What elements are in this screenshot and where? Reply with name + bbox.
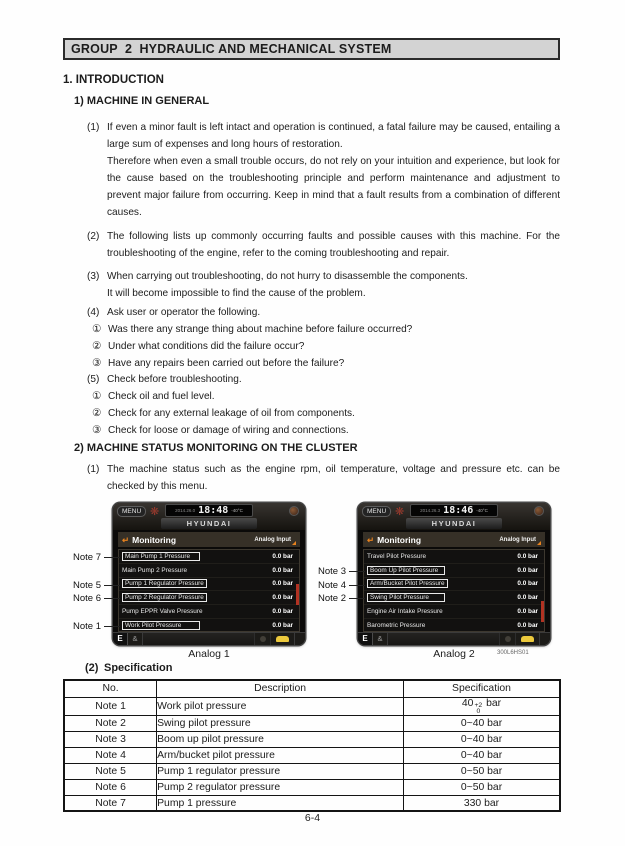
bottombar-spacer <box>388 633 500 645</box>
figure-code: 300L6HS01 <box>497 650 529 656</box>
paragraph-body <box>107 304 560 321</box>
group-title: GROUP 2 HYDRAULIC AND MECHANICAL SYSTEM <box>63 38 560 60</box>
paragraph-line: If even a minor fault is left intact and operation is continued, a fatal failure may be caused, entailing a large sum of expenses and long hours of restoration. <box>107 122 560 150</box>
note-label: Note 2 <box>318 592 346 604</box>
cluster-topbar <box>113 503 305 530</box>
monitoring-header <box>363 532 545 547</box>
list-item-number: ② <box>92 340 102 352</box>
cluster-row-label: Barometric Pressure <box>367 621 426 629</box>
cluster-row <box>119 578 299 592</box>
cluster-bottombar <box>113 632 305 645</box>
paragraph-cluster-1 <box>87 461 560 495</box>
cluster-row-value: 0.0 bar <box>517 566 538 574</box>
cluster-row-label: Swing Pilot Pressure <box>367 593 445 602</box>
escape-key: E <box>113 633 128 645</box>
cluster-row-value: 0.0 bar <box>272 621 293 629</box>
callout-line <box>104 598 120 599</box>
escape-key: E <box>358 633 373 645</box>
paragraph-number: (2) <box>87 231 100 242</box>
cluster-topbar <box>358 503 550 530</box>
temperature-text: -40°C <box>231 508 243 513</box>
table-row <box>64 731 560 747</box>
temperature-text: -40°C <box>476 508 488 513</box>
cluster-bottombar <box>358 632 550 645</box>
paragraph-body <box>107 461 560 495</box>
home-key <box>271 633 295 645</box>
cluster-row <box>364 564 544 578</box>
spec-base: 40 <box>461 697 474 709</box>
menu-button: MENU <box>117 506 146 517</box>
dim-dot-icon <box>260 636 266 642</box>
tolerance-stack <box>474 703 482 715</box>
paragraph-number: (5) <box>87 374 100 385</box>
monitoring-header <box>118 532 300 547</box>
note-callout <box>295 566 365 576</box>
list-item <box>92 338 560 355</box>
time-text: 18:48 <box>198 505 229 516</box>
column-header-specification: Specification <box>404 680 560 697</box>
spec-cell-value: 0~50 bar <box>404 763 560 779</box>
brand-logo: HYUNDAI <box>406 518 502 529</box>
list-item-text: Check for any external leakage of oil from components. <box>108 408 355 419</box>
paragraph-3 <box>87 268 560 302</box>
spec-cell-no: Note 2 <box>64 715 157 731</box>
subsection-1-title: 1) MACHINE IN GENERAL <box>74 95 210 107</box>
list-item-number: ③ <box>92 424 102 436</box>
cluster-row <box>364 578 544 592</box>
cluster-row-label: Travel Pilot Pressure <box>367 552 427 560</box>
list-item <box>92 422 560 439</box>
paragraph-line: The machine status such as the engine rpm, oil temperature, voltage and pressure etc. can be checked by this menu. <box>107 464 560 492</box>
spec-cell-description: Swing pilot pressure <box>157 715 404 731</box>
jog-dial-icon <box>289 506 299 516</box>
seat-icon: & <box>373 633 388 645</box>
clock-panel <box>410 504 498 517</box>
bottombar-spacer <box>143 633 255 645</box>
note-callout <box>295 593 365 603</box>
date-text: 2014.26.0 <box>175 508 196 513</box>
spec-cell-no: Note 5 <box>64 763 157 779</box>
column-header-description: Description <box>157 680 404 697</box>
cluster-row <box>364 550 544 564</box>
spec-cell-value: 40 +2 0 bar <box>404 697 560 715</box>
monitoring-title: Monitoring <box>132 534 177 545</box>
cluster-screen-analog2 <box>358 503 550 645</box>
spec-cell-value: 330 bar <box>404 795 560 811</box>
home-icon <box>521 636 534 642</box>
home-icon <box>276 636 289 642</box>
cluster-row-value: 0.0 bar <box>272 552 293 560</box>
spec-cell-value: 0~50 bar <box>404 779 560 795</box>
list-item <box>92 405 560 422</box>
spec-cell-description: Pump 1 pressure <box>157 795 404 811</box>
fan-icon: ❋ <box>395 506 405 518</box>
list-item-text: Have any repairs been carried out before the failure? <box>108 358 345 369</box>
list-item-text: Was there any strange thing about machine before failure occurred? <box>108 324 413 335</box>
paragraph-line: When carrying out troubleshooting, do not hurry to disassemble the components. <box>107 271 468 282</box>
table-row <box>64 763 560 779</box>
paragraph-body <box>107 371 560 388</box>
cluster-row <box>364 619 544 633</box>
paragraph-5 <box>87 371 560 439</box>
return-arrow-icon: ↵ <box>367 534 375 545</box>
home-key <box>516 633 540 645</box>
note-label: Note 7 <box>73 551 101 563</box>
paragraph-row <box>87 461 560 495</box>
list-item-number: ① <box>92 390 102 402</box>
callout-line <box>104 557 120 558</box>
list-item <box>92 355 560 372</box>
cluster-row-value: 0.0 bar <box>517 594 538 602</box>
return-arrow-icon: ↵ <box>122 534 130 545</box>
list-item-text: Under what conditions did the failure occur? <box>108 341 305 352</box>
note-callout <box>295 580 365 590</box>
paragraph-body <box>107 268 560 302</box>
callout-line <box>104 585 120 586</box>
callout-line <box>349 598 365 599</box>
heading-number: (2) <box>85 662 99 674</box>
spec-cell-value: 0~40 bar <box>404 731 560 747</box>
cluster-row <box>364 591 544 605</box>
cluster-row-label: Main Pump 2 Pressure <box>122 566 187 574</box>
scrollbar <box>541 601 544 622</box>
menu-button: MENU <box>362 506 391 517</box>
spec-cell-description: Work pilot pressure <box>157 697 404 715</box>
dim-indicator <box>500 633 516 645</box>
table-row <box>64 795 560 811</box>
cluster-row-label: Main Pump 1 Pressure <box>122 552 200 561</box>
monitoring-list <box>118 549 300 632</box>
table-row <box>64 779 560 795</box>
clock-panel <box>165 504 253 517</box>
cluster-row-label: Boom Up Pilot Pressure <box>367 566 445 575</box>
spec-cell-description: Pump 2 regulator pressure <box>157 779 404 795</box>
cluster-row-value: 0.0 bar <box>517 580 538 588</box>
seat-icon: & <box>128 633 143 645</box>
tolerance-upper: +2 <box>474 701 483 709</box>
paragraph-row <box>87 228 560 262</box>
spec-cell-no: Note 7 <box>64 795 157 811</box>
monitoring-title: Monitoring <box>377 534 422 545</box>
analog-input-label: Analog Input <box>499 536 536 543</box>
cluster-row-label: Pump 1 Regulator Pressure <box>122 579 207 588</box>
cluster-row-value: 0.0 bar <box>272 608 293 616</box>
cluster-row-label: Pump EPPR Valve Pressure <box>122 608 203 616</box>
note-callout <box>50 593 120 603</box>
specification-table <box>63 679 561 812</box>
figure-caption-analog1: Analog 1 <box>188 648 230 660</box>
column-header-no: No. <box>64 680 157 697</box>
paragraph-row <box>87 371 560 388</box>
figure-caption-analog2: Analog 2 <box>433 648 475 660</box>
cluster-row-label: Engine Air Intake Pressure <box>367 608 443 616</box>
list-item <box>92 321 560 338</box>
cluster-row <box>119 619 299 633</box>
brand-logo: HYUNDAI <box>161 518 257 529</box>
subsection-2-title: 2) MACHINE STATUS MONITORING ON THE CLUSTER <box>74 442 358 454</box>
note-callout <box>50 552 120 562</box>
paragraph-line: The following lists up commonly occurring faults and possible causes with this machine. For the troubleshooting of the engine, refer to the coming troubleshooting and repair. <box>107 231 560 259</box>
cluster-row-value: 0.0 bar <box>517 552 538 560</box>
table-row <box>64 715 560 731</box>
cluster-row-label: Work Pilot Pressure <box>122 621 200 630</box>
paragraph-line: Check before troubleshooting. <box>107 374 242 385</box>
cluster-row <box>119 605 299 619</box>
list-item <box>92 388 560 405</box>
table-row <box>64 697 560 715</box>
spec-cell-description: Boom up pilot pressure <box>157 731 404 747</box>
note-label: Note 1 <box>73 620 101 632</box>
paragraph-body <box>107 119 560 221</box>
paragraph-1 <box>87 119 560 221</box>
note-label: Note 5 <box>73 579 101 591</box>
cluster-row-label: Pump 2 Regulator Pressure <box>122 593 207 602</box>
note-label: Note 4 <box>318 579 346 591</box>
fan-icon: ❋ <box>150 506 160 518</box>
table-header-row <box>64 680 560 697</box>
paragraph-row <box>87 304 560 321</box>
paragraph-number: (1) <box>87 122 100 133</box>
date-text: 2014.26.3 <box>420 508 441 513</box>
cluster-row-value: 0.0 bar <box>272 566 293 574</box>
note-label: Note 3 <box>318 565 346 577</box>
paragraph-4 <box>87 304 560 372</box>
section-1-title: 1. INTRODUCTION <box>63 74 164 86</box>
cluster-row-value: 0.0 bar <box>517 608 538 616</box>
spec-cell-no: Note 1 <box>64 697 157 715</box>
jog-dial-icon <box>534 506 544 516</box>
note-callout <box>50 580 120 590</box>
cluster-row <box>119 564 299 578</box>
spec-cell-value: 0~40 bar <box>404 715 560 731</box>
dim-dot-icon <box>505 636 511 642</box>
cluster-screen-analog1 <box>113 503 305 645</box>
cluster-row <box>119 550 299 564</box>
cluster-row <box>364 605 544 619</box>
spec-cell-no: Note 6 <box>64 779 157 795</box>
paragraph-number: (3) <box>87 271 100 282</box>
list-item-number: ① <box>92 323 102 335</box>
heading-text: Specification <box>104 662 173 674</box>
monitoring-list <box>363 549 545 632</box>
page-number: 6-4 <box>304 812 321 824</box>
spec-cell-description: Arm/bucket pilot pressure <box>157 747 404 763</box>
paragraph-row <box>87 268 560 302</box>
tolerance-lower: 0 <box>476 707 481 715</box>
paragraph-line: Ask user or operator the following. <box>107 307 261 318</box>
note-callout <box>50 621 120 631</box>
list-item-number: ② <box>92 407 102 419</box>
cluster-figure <box>0 500 625 664</box>
note-label: Note 6 <box>73 592 101 604</box>
time-text: 18:46 <box>443 505 474 516</box>
paragraph-number: (4) <box>87 307 100 318</box>
cluster-row-value: 0.0 bar <box>272 594 293 602</box>
paragraph-2 <box>87 228 560 262</box>
corner-triangle-icon <box>292 541 296 545</box>
callout-line <box>349 585 365 586</box>
spec-cell-no: Note 3 <box>64 731 157 747</box>
list-item-text: Check oil and fuel level. <box>108 391 215 402</box>
paragraph-line: Therefore when even a small trouble occurs, do not rely on your intuition and experience, but look for the cause based on the troubleshooting principle and perform maintenance and adjustment to prevent major failure from occurring. Keep in mind that a fault results from a combination of different causes. <box>107 156 560 218</box>
dim-indicator <box>255 633 271 645</box>
corner-triangle-icon <box>537 541 541 545</box>
paragraph-row <box>87 119 560 221</box>
cluster-row-value: 0.0 bar <box>517 621 538 629</box>
cluster-row-value: 0.0 bar <box>272 580 293 588</box>
callout-line <box>349 571 365 572</box>
list-item-number: ③ <box>92 357 102 369</box>
paragraph-body <box>107 228 560 262</box>
specification-heading <box>85 662 172 674</box>
spec-cell-no: Note 4 <box>64 747 157 763</box>
paragraph-number: (1) <box>87 464 100 475</box>
list-item-text: Check for loose or damage of wiring and connections. <box>108 425 349 436</box>
callout-line <box>104 626 120 627</box>
paragraph-line: It will become impossible to find the cause of the problem. <box>107 288 366 299</box>
table-row <box>64 747 560 763</box>
spec-cell-value: 0~40 bar <box>404 747 560 763</box>
cluster-row-label: Arm/Bucket Pilot Pressure <box>367 579 448 588</box>
spec-cell-description: Pump 1 regulator pressure <box>157 763 404 779</box>
cluster-row <box>119 591 299 605</box>
analog-input-label: Analog Input <box>254 536 291 543</box>
